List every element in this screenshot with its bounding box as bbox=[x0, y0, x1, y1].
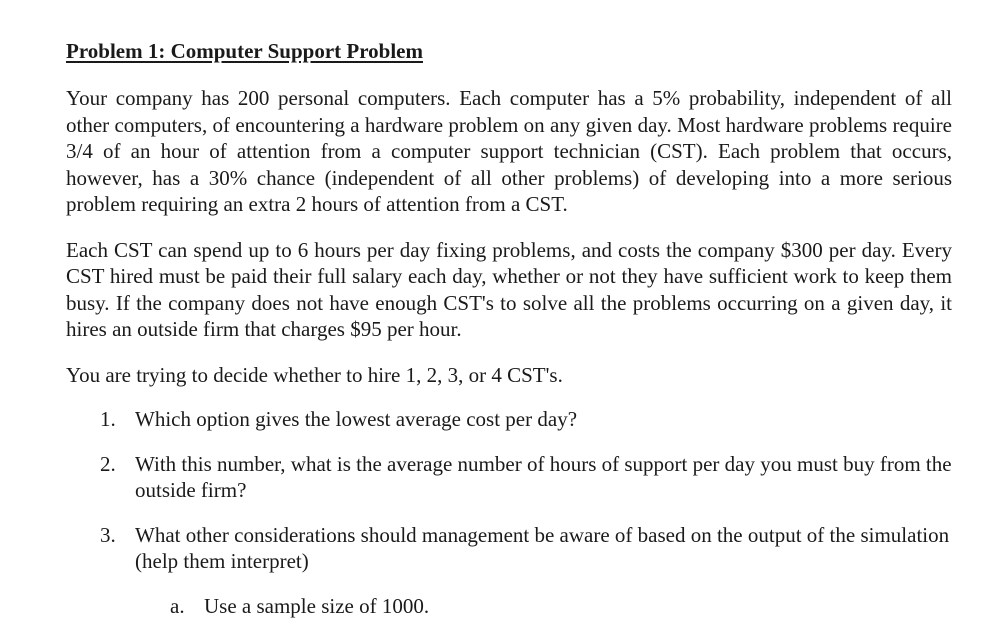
paragraph-scenario: Your company has 200 personal computers. Each computer has a 5% probability, independent of all other computers, of encountering a hardware problem on any given day. Most hardware problems require 3/4 of an hour of attention from a computer support technician (CST). Each problem that occurs, however, has a 30% chance (independent of all other problems) of developing into a more serious problem requiring an extra 2 hours of attention from a CST. bbox=[66, 86, 952, 216]
paragraph-costs: Each CST can spend up to 6 hours per day fixing problems, and costs the company $300 per day. Every CST hired must be paid their full salary each day, whether or not they have sufficient work to keep them busy. If the company does not have enough CST's to solve all the problems occurring on a given day, it hires an outside firm that charges $95 per hour. bbox=[66, 237, 952, 341]
question-list bbox=[66, 406, 952, 575]
question-number: 1. bbox=[100, 407, 116, 431]
question-number: 2. bbox=[100, 451, 116, 476]
question-text: With this number, what is the average number of hours of support per day you must buy from the outside firm? bbox=[135, 451, 952, 502]
question-3 bbox=[66, 522, 952, 575]
subitem-text: Use a sample size of 1000. bbox=[204, 593, 430, 618]
question-1 bbox=[66, 406, 952, 433]
document-page bbox=[66, 36, 952, 619]
subitem-a bbox=[66, 593, 952, 620]
question-text: What other considerations should management be aware of based on the output of the simulation (help them interpret) bbox=[135, 522, 950, 573]
question-text: Which option gives the lowest average cost per day? bbox=[135, 407, 578, 431]
subitem-letter: a. bbox=[170, 593, 185, 618]
question-number: 3. bbox=[100, 522, 116, 547]
problem-title: Problem 1: Computer Support Problem bbox=[66, 39, 423, 63]
question-2 bbox=[66, 451, 952, 504]
paragraph-decision: You are trying to decide whether to hire 1, 2, 3, or 4 CST's. bbox=[66, 362, 563, 387]
